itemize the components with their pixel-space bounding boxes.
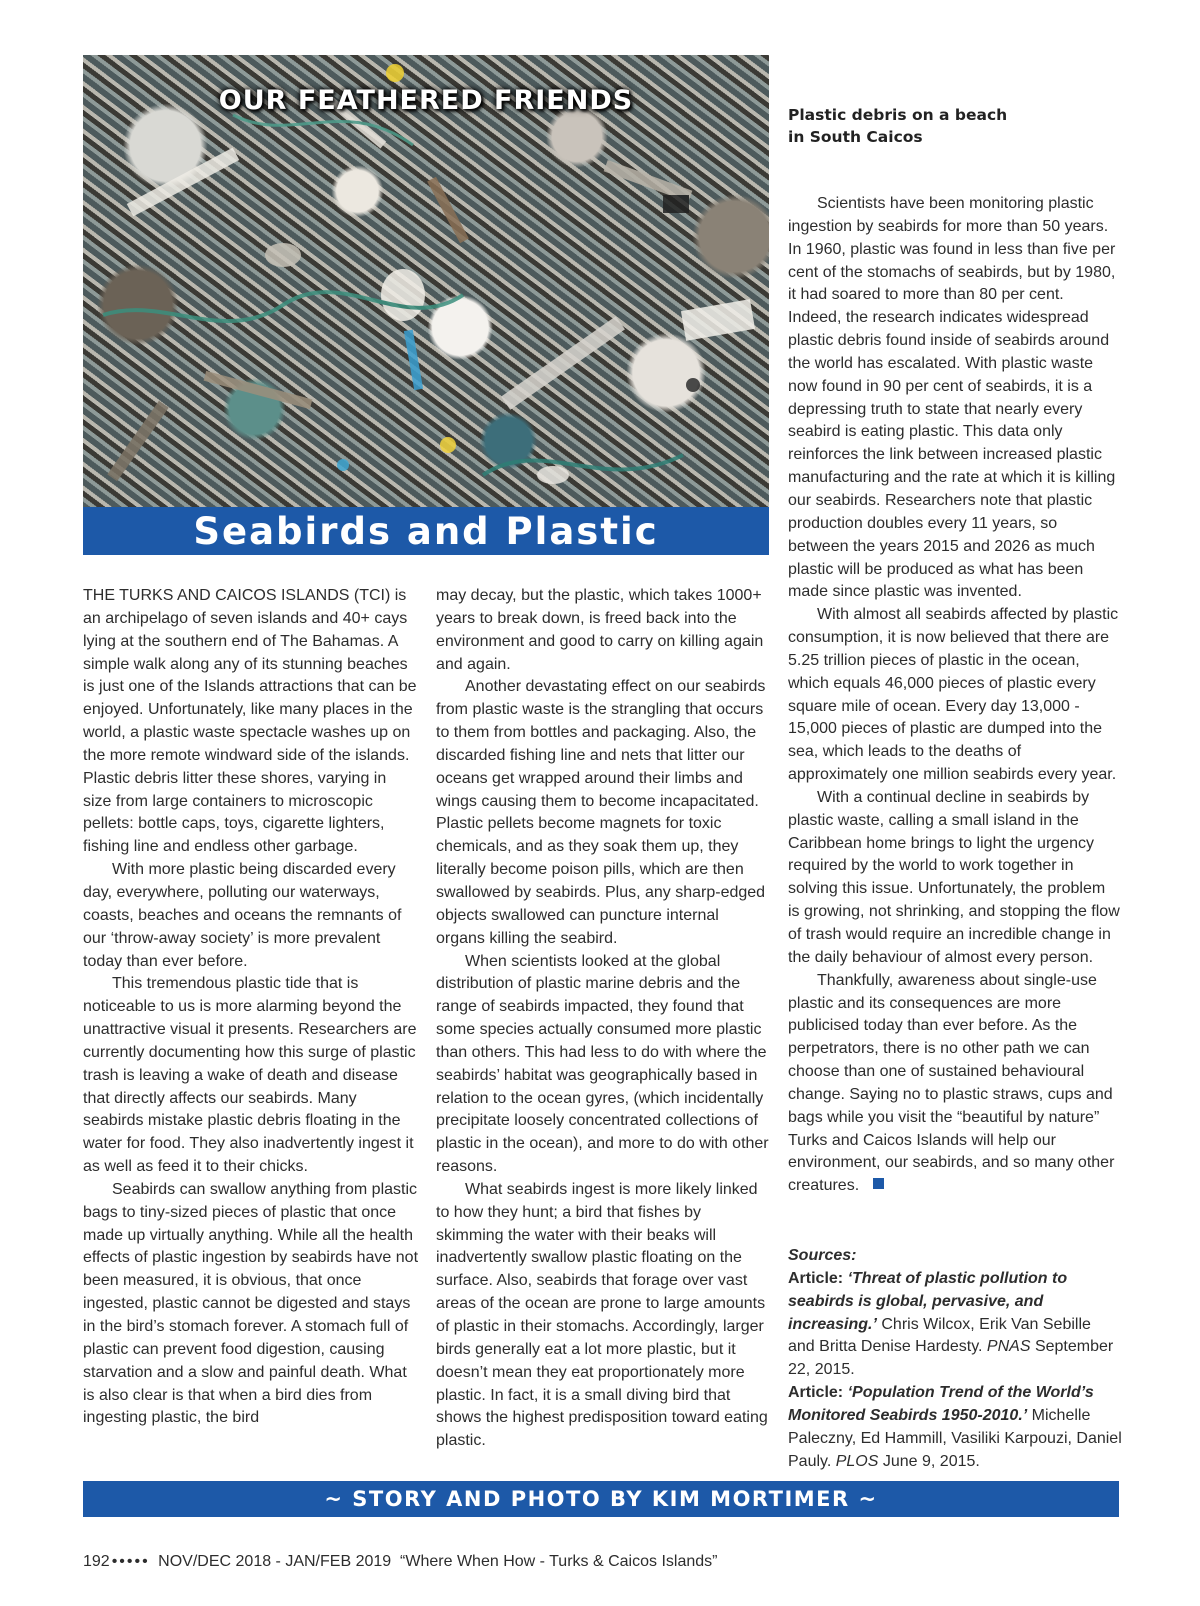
end-of-article-square-icon xyxy=(873,1178,884,1189)
source-label: Article: xyxy=(788,1384,844,1402)
paragraph: What seabirds ingest is more likely linked to how they hunt; a bird that fishes by skimming the water with their beaks will inadvertently swallow plastic floating on the surface. Also, seabirds that forage over vast areas of the ocean are prone to large amounts of plastic in their stomachs. Accordingly, larger birds generally eat a lot more plastic, but it doesn’t mean they eat proportionately more plastic. In fact, it is a small diving bird that shows the highest predisposition toward eating plastic. xyxy=(436,1180,768,1450)
debris-texture xyxy=(83,55,769,509)
story-credit-band xyxy=(83,1481,1119,1517)
source-title: ‘Threat of plastic pollution to seabirds is global, pervasive, and increasing.’ xyxy=(788,1269,1068,1333)
paragraph: With a continual decline in seabirds by plastic waste, calling a small island in the Caribbean home brings to light the urgency required by the world to work together in solving this issue. Unfortunately, the problem is growing, not shrinking, and stopping the flow of trash would require an incredible change in the daily behaviour of almost every person. xyxy=(788,788,1120,966)
source-item xyxy=(788,1268,1122,1382)
source-date: June 9, 2015. xyxy=(882,1452,980,1470)
paragraph-final-text: Thankfully, awareness about single-use plastic and its consequences are more publicised today than ever before. As the perpetrators, there is no other path we can choose than one of sustained behavioural change. Saying no to plastic straws, cups and bags while you visit the “beautiful by nature” Turks and Caicos Islands will help our environment, our seabirds, and so many other creatures. xyxy=(788,971,1115,1195)
paragraph: may decay, but the plastic, which takes 1000+ years to break down, is freed back into the environment and good to carry on killing again and again. xyxy=(436,587,764,673)
section-label: OUR FEATHERED FRIENDS xyxy=(218,85,634,116)
debris-photo xyxy=(83,55,769,509)
sources-heading: Sources: xyxy=(788,1247,857,1264)
source-title: ‘Population Trend of the World’s Monitored Seabirds 1950-2010.’ xyxy=(788,1384,1094,1424)
page-number: 192 xyxy=(83,1553,110,1570)
paragraph: With almost all seabirds affected by plastic consumption, it is now believed that there are 5.25 trillion pieces of plastic in the ocean, which equals 46,000 pieces of plastic every square mile of ocean. Every day 13,000 - 15,000 pieces of plastic are dumped into the sea, which leads to the deaths of approximately one million seabirds every year. xyxy=(788,606,1119,784)
body-column-1 xyxy=(83,585,419,1430)
paragraph: Another devastating effect on our seabirds from plastic waste is the strangling that occurs to them from bottles and packaging. Also, the discarded fishing line and nets that litter our oceans get wrapped around their limbs and wings causing them to become incapacitated. Plastic pellets become magnets for toxic chemicals, and as they soak them up, they literally become poison pills, which are then swallowed by seabirds. Plus, any sharp-edged objects swallowed can puncture internal organs killing the seabird. xyxy=(436,678,766,947)
paragraph: When scientists looked at the global distribution of plastic marine debris and the range of seabirds impacted, they found that some species actually consumed more plastic than others. This had less to do with where the seabirds’ habitat was geographically based in relation to the ocean gyres, (which incidentally precipitate loosely concentrated collections of plastic in the ocean), and more to do with other reasons. xyxy=(436,952,769,1176)
source-date: September 22, 2015. xyxy=(788,1338,1114,1379)
footer-dots: ••••• xyxy=(111,1553,150,1570)
paragraph: THE TURKS AND CAICOS ISLANDS (TCI) is an archipelago of seven islands and 40+ cays lying at the southern end of The Bahamas. A simple walk along any of its stunning beaches is just one of the Islands attractions that can be enjoyed. Unfortunately, like many places in the world, a plastic waste spectacle washes up on the more remote windward side of the islands. Plastic debris litter these shores, varying in size from large containers to microscopic pellets: bottle caps, toys, cigarette lighters, fishing line and endless other garbage. xyxy=(83,587,417,856)
paragraph-final xyxy=(788,970,1120,1198)
source-item xyxy=(788,1382,1122,1473)
body-column-3 xyxy=(788,193,1120,1198)
issue-date: NOV/DEC 2018 - JAN/FEB 2019 xyxy=(158,1553,392,1570)
page-footer xyxy=(83,1553,717,1571)
paragraph: With more plastic being discarded every day, everywhere, polluting our waterways, coasts, beaches and oceans the remnants of our ‘throw-away society’ is more prevalent today than ever before. xyxy=(83,861,402,970)
article-title-band xyxy=(83,507,769,555)
sources xyxy=(788,1245,1122,1473)
story-credit: ~ STORY AND PHOTO BY KIM MORTIMER ~ xyxy=(324,1487,878,1511)
body-column-2 xyxy=(436,585,770,1453)
article-title: Seabirds and Plastic xyxy=(193,509,659,553)
source-label: Article: xyxy=(788,1269,844,1287)
magazine-name: “Where When How - Turks & Caicos Islands” xyxy=(400,1553,718,1570)
source-publication: PLOS xyxy=(835,1452,879,1470)
paragraph: Scientists have been monitoring plastic ingestion by seabirds for more than 50 years. In 1960, plastic was found in less than five per cent of the stomachs of seabirds, but by 1980, it had soared to more than 80 per cent. Indeed, the research indicates widespread plastic debris found inside of seabirds around the world has escalated. With plastic waste now found in 90 per cent of seabirds, it is a depressing truth to state that nearly every seabird is eating plastic. This data only reinforces the link between increased plastic manufacturing and the rate at which it is killing our seabirds. Researchers note that plastic production doubles every 11 years, so between the years 2015 and 2026 as much plastic will be produced as what has been made since plastic was invented. xyxy=(788,195,1116,601)
source-authors: Chris Wilcox, Erik Van Sebille and Britta Denise Hardesty. xyxy=(788,1315,1091,1356)
paragraph: Seabirds can swallow anything from plastic bags to tiny-sized pieces of plastic that once made up virtually anything. While all the health effects of plastic ingestion by seabirds have not been measured, it is obvious, that once ingested, plastic cannot be digested and stays in the bird’s stomach forever. A stomach full of plastic can prevent food digestion, causing starvation and a slow and painful death. What is also clear is that when a bird dies from ingesting plastic, the bird xyxy=(83,1180,419,1427)
paragraph: This tremendous plastic tide that is noticeable to us is more alarming beyond the unattractive visual it presents. Researchers are currently documenting how this surge of plastic trash is leaving a wake of death and disease that directly affects our seabirds. Many seabirds mistake plastic debris floating in the water for food. They also inadvertently ingest it as well as feed it to their chicks. xyxy=(83,975,417,1176)
photo-caption: Plastic debris on a beach in South Caicos xyxy=(788,106,1008,146)
source-authors: Michelle Paleczny, Ed Hammill, Vasiliki Karpouzi, Daniel Pauly. xyxy=(788,1406,1122,1470)
source-publication: PNAS xyxy=(986,1338,1031,1356)
